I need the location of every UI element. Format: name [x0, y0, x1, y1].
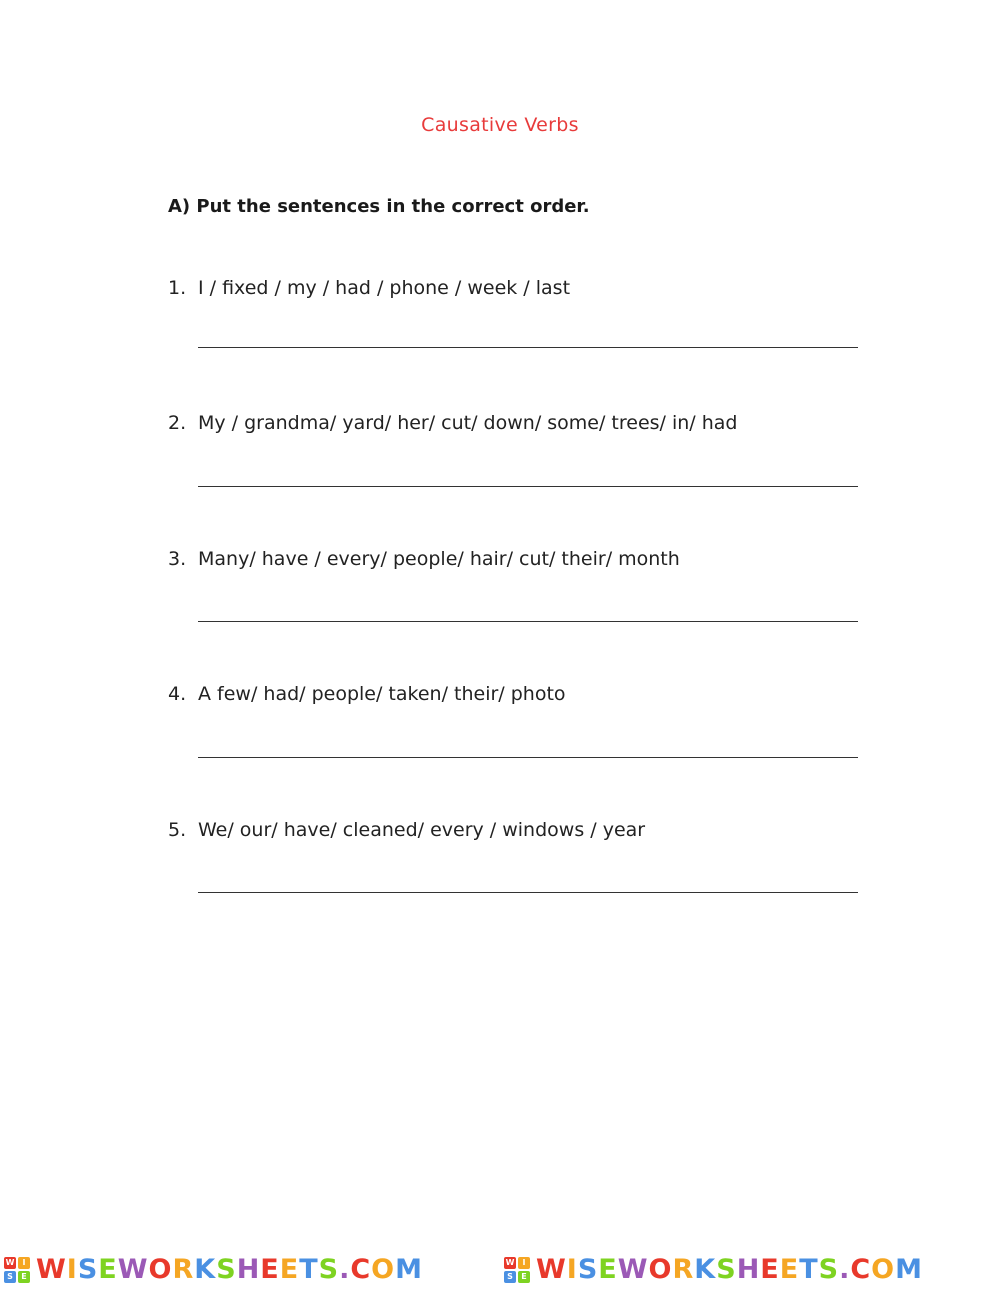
- question-number: 1.: [168, 277, 187, 299]
- question-1: [168, 277, 570, 299]
- question-5: [168, 819, 645, 841]
- brand-text: WISEWORKSHEETS.COM: [36, 1254, 423, 1285]
- question-4: [168, 683, 566, 705]
- question-text: I / fixed / my / had / phone / week / last: [198, 277, 571, 299]
- question-number: 5.: [168, 819, 187, 841]
- answer-line-1[interactable]: [198, 347, 858, 348]
- brand-logo-icon: [4, 1257, 30, 1283]
- footer-watermark: [0, 1248, 1000, 1291]
- worksheet-title: Causative Verbs: [421, 114, 579, 136]
- question-number: 2.: [168, 412, 187, 434]
- brand-watermark-left: [0, 1248, 500, 1291]
- question-2: [168, 412, 738, 434]
- logo-tile: E: [18, 1271, 30, 1283]
- brand-text: WISEWORKSHEETS.COM: [536, 1254, 923, 1285]
- question-text: My / grandma/ yard/ her/ cut/ down/ some/ trees/ in/ had: [198, 412, 738, 434]
- question-text: A few/ had/ people/ taken/ their/ photo: [198, 683, 566, 705]
- answer-line-4[interactable]: [198, 757, 858, 758]
- brand-logo-icon: [504, 1257, 530, 1283]
- answer-line-5[interactable]: [198, 892, 858, 893]
- logo-tile: W: [505, 1257, 515, 1267]
- logo-tile: I: [18, 1257, 30, 1269]
- question-number: 4.: [168, 683, 187, 705]
- logo-tile: E: [518, 1271, 530, 1283]
- brand-watermark-right: [500, 1248, 1000, 1291]
- answer-line-3[interactable]: [198, 621, 858, 622]
- logo-tile: S: [504, 1271, 516, 1283]
- question-number: 3.: [168, 548, 187, 570]
- instruction-heading: A) Put the sentences in the correct order.: [168, 196, 590, 217]
- logo-tile: I: [518, 1257, 530, 1269]
- question-text: We/ our/ have/ cleaned/ every / windows / year: [198, 819, 646, 841]
- question-3: [168, 548, 680, 570]
- logo-tile: S: [4, 1271, 16, 1283]
- answer-line-2[interactable]: [198, 486, 858, 487]
- question-text: Many/ have / every/ people/ hair/ cut/ their/ month: [198, 548, 680, 570]
- logo-tile: W: [5, 1257, 15, 1267]
